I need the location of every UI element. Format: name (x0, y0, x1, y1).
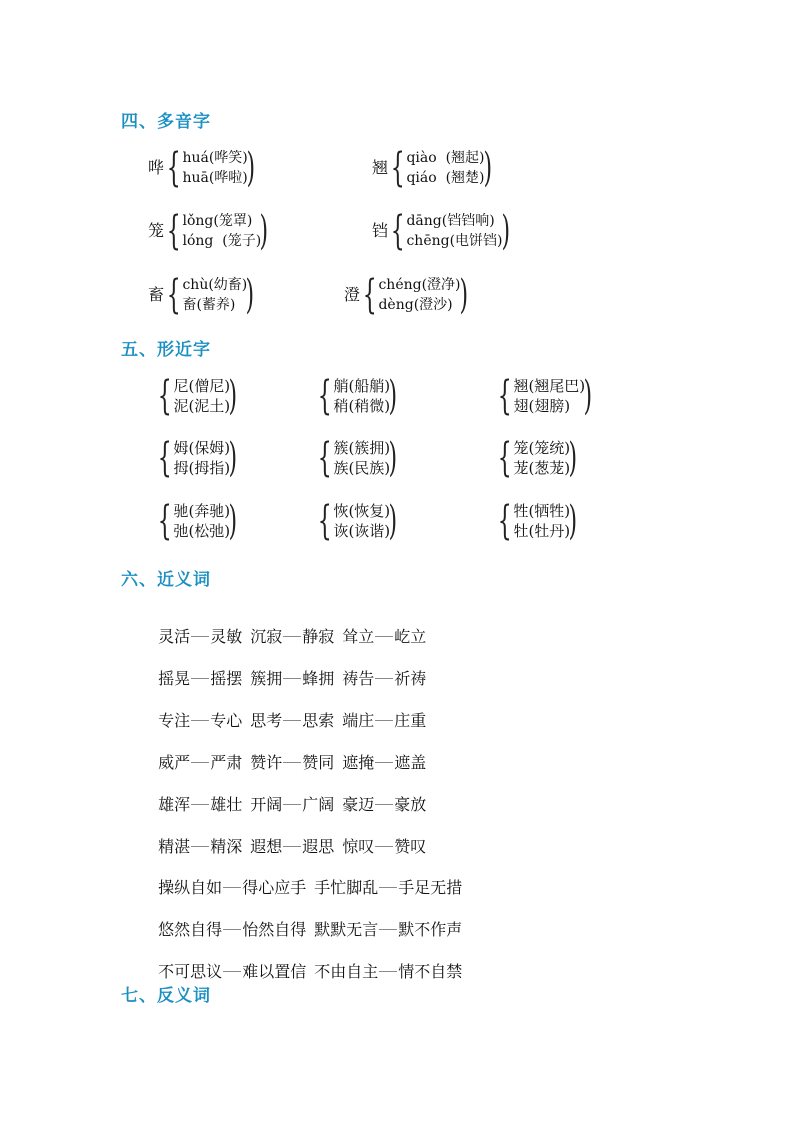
word: 手忙脚乱 (314, 878, 379, 897)
right-paren-icon: ) (388, 435, 398, 481)
similar-char-line: 姆(保姆) (173, 439, 231, 457)
similar-char-line: 牡(牡丹) (513, 522, 571, 540)
word: 惊叹 (342, 837, 375, 856)
dash-icon (375, 720, 393, 721)
similar-char-group (316, 373, 401, 419)
similar-char-line: 族(民族) (333, 459, 391, 477)
word: 精深 (210, 837, 243, 856)
similar-char-line: 牲(牺牲) (513, 502, 571, 520)
word: 开阔 (250, 795, 283, 814)
word: 雄浑 (158, 795, 191, 814)
dash-icon (191, 762, 209, 763)
word: 豪迈 (342, 795, 375, 814)
left-brace-icon: { (166, 145, 181, 191)
word: 不可思议 (158, 962, 223, 981)
reading-line: dāng(铛铛响) (406, 213, 495, 229)
word: 端庄 (342, 711, 375, 730)
word: 默不作声 (398, 920, 463, 939)
polyphonic-group (148, 272, 258, 318)
word: 祈祷 (394, 669, 427, 688)
reading-line: huā(哗啦) (182, 170, 248, 186)
reading-line: qiào (翘起) (406, 150, 485, 166)
synonym-row (148, 647, 426, 689)
similar-char-line: 尼(僧尼) (173, 377, 231, 395)
word: 操纵自如 (158, 878, 223, 897)
word: 默默无言 (314, 920, 379, 939)
right-paren-icon: ) (501, 208, 510, 254)
word: 情不自禁 (398, 962, 463, 981)
right-paren-icon: ) (459, 272, 468, 318)
polyphonic-char: 笼 (148, 221, 165, 240)
polyphonic-group (148, 208, 272, 254)
right-paren-icon: ) (228, 435, 238, 481)
dash-icon (191, 678, 209, 679)
left-brace-icon: { (166, 272, 181, 318)
word: 静寂 (302, 627, 335, 646)
reading-line: lóng (笼子) (182, 233, 262, 249)
word: 庄重 (394, 711, 427, 730)
section-heading-antonyms: 七、反义词 (121, 986, 211, 1006)
dash-icon (283, 636, 301, 637)
left-brace-icon: { (497, 373, 512, 419)
similar-char-line: 弛(松弛) (173, 522, 231, 540)
word: 思索 (302, 711, 335, 730)
left-brace-icon: { (362, 272, 377, 318)
polyphonic-char: 翘 (372, 158, 389, 177)
similar-char-group (496, 498, 581, 544)
similar-char-group (316, 498, 401, 544)
word: 怡然自得 (242, 920, 307, 939)
word: 豪放 (394, 795, 427, 814)
word: 赞叹 (394, 837, 427, 856)
word: 难以置信 (242, 962, 307, 981)
similar-char-line: 茏(葱茏) (513, 459, 571, 477)
word: 手足无措 (398, 878, 463, 897)
word: 遮掩 (342, 753, 375, 772)
dash-icon (379, 929, 397, 930)
dash-icon (223, 971, 241, 972)
section-heading-similar-chars: 五、形近字 (121, 340, 211, 360)
polyphonic-group (372, 208, 513, 254)
synonym-row (148, 856, 462, 898)
left-brace-icon: { (390, 145, 405, 191)
dash-icon (283, 720, 301, 721)
similar-char-line: 稍(稍微) (333, 397, 391, 415)
polyphonic-group (372, 145, 495, 191)
word: 悠然自得 (158, 920, 223, 939)
synonym-row (148, 731, 426, 773)
word: 专心 (210, 711, 243, 730)
polyphonic-group (148, 145, 258, 191)
similar-char-line: 诙(诙谐) (333, 522, 391, 540)
word: 摇摆 (210, 669, 243, 688)
similar-char-group (496, 373, 596, 419)
section-heading-synonyms: 六、近义词 (121, 570, 211, 590)
word: 专注 (158, 711, 191, 730)
dash-icon (379, 887, 397, 888)
dash-icon (375, 762, 393, 763)
dash-icon (283, 762, 301, 763)
left-brace-icon: { (317, 498, 332, 544)
left-brace-icon: { (157, 435, 172, 481)
dash-icon (191, 720, 209, 721)
right-paren-icon: ) (483, 145, 492, 191)
word: 蜂拥 (302, 669, 335, 688)
synonym-row (148, 898, 462, 940)
similar-char-line: 艄(船艄) (333, 377, 391, 395)
word: 思考 (250, 711, 283, 730)
polyphonic-char: 澄 (344, 285, 361, 304)
similar-char-group (156, 498, 241, 544)
section-heading-polyphonic: 四、多音字 (121, 112, 211, 132)
word: 不由自主 (314, 962, 379, 981)
word: 赞许 (250, 753, 283, 772)
dash-icon (223, 929, 241, 930)
right-paren-icon: ) (583, 373, 593, 419)
dash-icon (283, 678, 301, 679)
similar-char-line: 簇(簇拥) (333, 439, 391, 457)
similar-char-group (156, 373, 241, 419)
left-brace-icon: { (390, 208, 405, 254)
dash-icon (375, 678, 393, 679)
similar-char-group (156, 435, 241, 481)
similar-char-group (316, 435, 401, 481)
dash-icon (375, 804, 393, 805)
right-paren-icon: ) (246, 145, 255, 191)
word: 祷告 (342, 669, 375, 688)
dash-icon (379, 971, 397, 972)
dash-icon (375, 636, 393, 637)
right-paren-icon: ) (228, 373, 238, 419)
similar-char-line: 拇(拇指) (173, 459, 231, 477)
left-brace-icon: { (497, 435, 512, 481)
similar-char-line: 翅(翅膀) (513, 397, 571, 415)
word: 耸立 (342, 627, 375, 646)
polyphonic-char: 畜 (148, 285, 165, 304)
word: 严肃 (210, 753, 243, 772)
word: 遮盖 (394, 753, 427, 772)
dash-icon (191, 846, 209, 847)
reading-line: dèng(澄沙) (378, 297, 453, 313)
word: 簇拥 (250, 669, 283, 688)
left-brace-icon: { (157, 498, 172, 544)
left-brace-icon: { (497, 498, 512, 544)
left-brace-icon: { (317, 373, 332, 419)
reading-line: qiáo (翘楚) (406, 170, 485, 186)
reading-line: chéng(澄净) (378, 277, 461, 293)
synonym-row (148, 815, 426, 857)
left-brace-icon: { (317, 435, 332, 481)
similar-char-group (496, 435, 581, 481)
right-paren-icon: ) (245, 272, 255, 318)
reading-line: chēng(电饼铛) (406, 233, 503, 249)
synonym-row (148, 773, 426, 815)
right-paren-icon: ) (568, 435, 578, 481)
dash-icon (191, 636, 209, 637)
word: 屹立 (394, 627, 427, 646)
word: 灵敏 (210, 627, 243, 646)
word: 赞同 (302, 753, 335, 772)
right-paren-icon: ) (259, 208, 269, 254)
polyphonic-char: 哗 (148, 158, 165, 177)
similar-char-line: 泥(泥土) (173, 397, 231, 415)
reading-line: 畜(蓄养) (182, 297, 236, 313)
dash-icon (223, 887, 241, 888)
word: 摇晃 (158, 669, 191, 688)
word: 沉寂 (250, 627, 283, 646)
word: 雄壮 (210, 795, 243, 814)
word: 得心应手 (242, 878, 307, 897)
right-paren-icon: ) (388, 373, 398, 419)
synonym-row (148, 689, 426, 731)
polyphonic-group (344, 272, 471, 318)
dash-icon (283, 804, 301, 805)
polyphonic-char: 铛 (372, 221, 389, 240)
word: 遐想 (250, 837, 283, 856)
right-paren-icon: ) (568, 498, 578, 544)
synonym-row (148, 940, 462, 982)
left-brace-icon: { (157, 373, 172, 419)
word: 遐思 (302, 837, 335, 856)
reading-line: chù(幼畜) (182, 277, 248, 293)
word: 精湛 (158, 837, 191, 856)
dash-icon (375, 846, 393, 847)
word: 灵活 (158, 627, 191, 646)
similar-char-line: 翘(翘尾巴) (513, 377, 586, 395)
synonym-row (148, 605, 426, 647)
word: 广阔 (302, 795, 335, 814)
dash-icon (283, 846, 301, 847)
right-paren-icon: ) (228, 498, 238, 544)
left-brace-icon: { (166, 208, 181, 254)
similar-char-line: 笼(笼统) (513, 439, 571, 457)
right-paren-icon: ) (388, 498, 398, 544)
dash-icon (191, 804, 209, 805)
reading-line: lǒng(笼罩) (182, 213, 253, 229)
reading-line: huá(哗笑) (182, 150, 248, 166)
similar-char-line: 恢(恢复) (333, 502, 391, 520)
word: 威严 (158, 753, 191, 772)
similar-char-line: 驰(奔驰) (173, 502, 231, 520)
